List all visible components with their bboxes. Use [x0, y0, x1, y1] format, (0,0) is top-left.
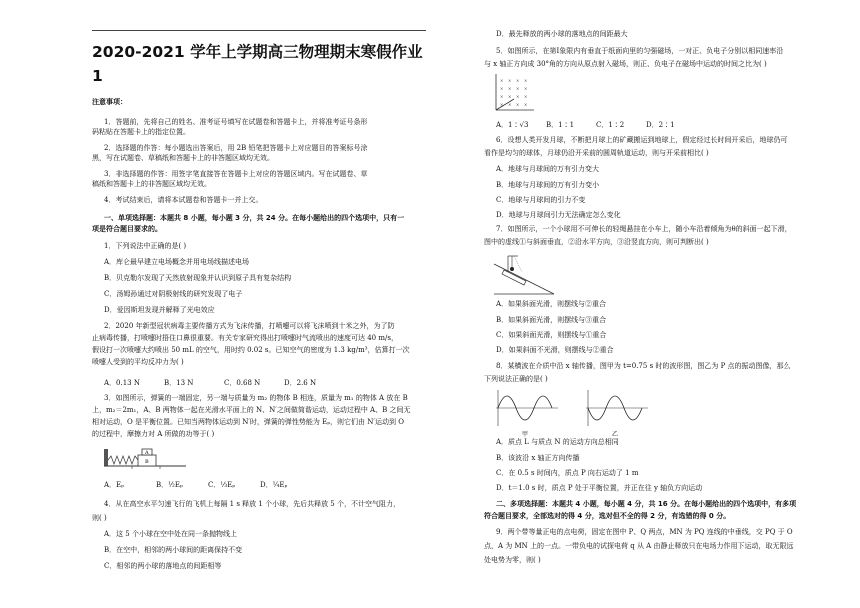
spring-block-figure	[104, 446, 186, 470]
svg-text:×: ×	[500, 102, 504, 107]
title-line-1: 2020-2021 学年上学期高三物理期末寒假作业	[92, 43, 423, 61]
q6-line1: 6．设想人类开发月球，不断把月球上的矿藏搬运到地球上，假定经过长时间开采后，地球仍可	[496, 136, 788, 144]
q3-option-c: C．⅓Eₚ	[208, 481, 236, 489]
svg-text:×: ×	[508, 86, 512, 91]
q3-options	[104, 480, 312, 490]
svg-text:×: ×	[516, 94, 520, 99]
q8-option-c: C．在 0.5 s 时间内，质点 P 向右运动了 1 m	[496, 469, 639, 477]
note-3b: 稿纸和答题卡上的非答题区域均无效。	[92, 180, 211, 188]
q5-option-d: D．2∶1	[646, 121, 675, 129]
svg-text:×: ×	[524, 102, 528, 107]
q4-option-a: A．这 5 个小球在空中处在同一条抛物线上	[104, 530, 237, 538]
q9-line2: 点，A 为 MN 上的一点。一带负电的试探电荷 q 从 A 由静止释放只在电场力作用下运动，取无限远	[484, 542, 794, 550]
q5-options	[496, 120, 696, 130]
q3-line1: 3．如图所示，弹簧的一端固定，另一端与质量为 m₂ 的物体 B 相连，质量为 m₁ 的物体 A 放在 B	[104, 394, 408, 402]
note-1b: 码粘贴在答题卡上的指定位置。	[92, 128, 190, 136]
note-2b: 黑，写在试题卷、草稿纸和答题卡上的非答题区域均无效。	[92, 154, 274, 162]
section1-line1: 一、单项选择题：本题共 8 小题，每小题 3 分，共 24 分。在每小题给出的四个选项中，只有一	[104, 214, 405, 222]
q8-option-b: B．该波沿 x 轴正方向传播	[496, 454, 580, 462]
note-3a: 3．非选择题的作答：用签字笔直接答在答题卡上对应的答题区域内。写在试题卷、草	[104, 170, 368, 178]
wave-graph-jia	[492, 388, 560, 428]
q2-line1: 2．2020 年新型冠状病毒主要传播方式为飞沫传播，打喷嚏可以将飞沫喷到十米之外，为了防	[104, 322, 395, 330]
q4-option-d: D．最先释放的两小球的落地点的间距最大	[496, 30, 628, 38]
q7-line2: 图中的虚线①与斜面垂直，②沿水平方向，③沿竖直方向，则可判断出( )	[484, 238, 709, 246]
q7-option-d: D．如果斜面不光滑，则摆线与②重合	[496, 346, 614, 354]
title-line-2: 1	[92, 67, 103, 85]
q2-line4: 喷嚏人受到的平均反冲力为( )	[92, 358, 184, 366]
q2-option-d: D．2.6 N	[284, 379, 317, 387]
q2-line2: 止病毒传播，打喷嚏时捂住口鼻很重要。有关专家研究得出打喷嚏时气流喷出的速度可达 40 m/s，	[92, 334, 398, 342]
q1-stem: 1．下列说法中正确的是( )	[104, 242, 187, 250]
svg-text:×: ×	[500, 94, 504, 99]
q8-line2: 下列说法正确的是( )	[484, 375, 548, 383]
svg-text:×: ×	[500, 78, 504, 83]
svg-text:×: ×	[516, 78, 520, 83]
magnetic-field-figure	[490, 72, 536, 114]
fig-yi-caption: 乙	[612, 431, 619, 438]
q4-line2: 则( )	[92, 514, 107, 522]
q5-option-a: A．1∶√3	[496, 121, 529, 129]
q5-line2: 与 x 轴正方向成 30°角的方向从原点射入磁场，则正、负电子在磁场中运动的时间之比为( )	[484, 60, 767, 68]
q2-options	[104, 378, 344, 388]
q8-option-d: D．t＝1.0 s 时，质点 P 处于平衡位置，并正在往 y 轴负方向运动	[496, 484, 703, 492]
q5-option-b: B．1∶1	[546, 121, 575, 129]
fig-jia-caption: 甲	[522, 431, 529, 438]
svg-text:×: ×	[524, 78, 528, 83]
q3-option-b: B．½Eₚ	[156, 481, 183, 489]
svg-text:×: ×	[508, 78, 512, 83]
q4-option-b: B．在空中，相邻的两小球间的距离保持不变	[104, 546, 243, 554]
page-title	[92, 40, 426, 88]
q3-line3: 相对运动，O 是平衡位置。已知当两物体运动到 N′时，弹簧的弹性势能为 Eₚ，则它们由 N′运动到 O	[92, 418, 404, 426]
q5-line1: 5．如图所示，在第Ⅰ象限内有垂直于纸面向里的匀强磁场，一对正、负电子分别以相同速率沿	[496, 47, 784, 55]
q1-option-d: D．爱因斯坦发现并解释了光电效应	[104, 306, 215, 314]
note-2a: 2．选择题的作答：每小题选出答案后，用 2B 铅笔把答题卡上对应题目的答案标号涂	[104, 144, 368, 152]
section2-line2: 符合题目要求，全部选对的得 4 分，选对但不全的得 2 分，有选错的得 0 分。	[484, 512, 731, 520]
q6-option-c: C．地球与月球间的引力不变	[496, 196, 586, 204]
svg-text:×: ×	[508, 102, 512, 107]
q6-line2: 看作是均匀的球体，月球仍沿开采前的圆周轨道运动，则与开采前相比( )	[484, 149, 709, 157]
svg-text:×: ×	[516, 86, 520, 91]
q7-option-c: C．如果斜面光滑，则摆线与①重合	[496, 331, 607, 339]
q6-option-a: A．地球与月球间的万有引力变大	[496, 165, 600, 173]
q3-option-d: D．¼Eₚ	[260, 481, 288, 489]
q6-option-d: D．地球与月球间引力无法确定怎么变化	[496, 211, 621, 219]
section1-line2: 项是符合题目要求的。	[92, 225, 162, 233]
notes-heading: 注意事项：	[92, 98, 127, 106]
q2-line3: 假设打一次喷嚏大约喷出 50 mL 的空气，用时约 0.02 s。已知空气的密度为 1.3 kg/m³，估算打一次	[92, 346, 410, 354]
note-1a: 1．答题前，先将自己的姓名、准考证号填写在试题卷和答题卡上，并将准考证号条形	[104, 118, 368, 126]
q7-line1: 7．如图所示，一个小球用不可伸长的轻绳悬挂在小车上，随小车沿着倾角为θ的斜面一起下滑，	[496, 225, 792, 233]
svg-text:×: ×	[524, 94, 528, 99]
q3-option-a: A．Eₚ	[104, 481, 124, 489]
q3-line4: 的过程中，摩擦力对 A 所做的功等于( )	[92, 430, 215, 438]
incline-cart-figure	[492, 252, 556, 296]
q1-option-c: C．汤姆孙通过对阴极射线的研究发现了电子	[104, 290, 243, 298]
svg-text:×: ×	[524, 86, 528, 91]
q9-line3: 处电势为零，则( )	[484, 556, 541, 564]
vibration-graph-yi	[582, 388, 650, 428]
svg-text:×: ×	[500, 86, 504, 91]
q4-line1: 4．从在高空水平匀速飞行的飞机上每隔 1 s 释放 1 个小球，先后共释放 5 个，不计空气阻力，	[104, 500, 400, 508]
q8-line1: 8．某横波在介质中沿 x 轴传播，图甲为 t=0.75 s 时的波形图，图乙为 P 点的振动图像，那么	[496, 362, 791, 370]
q6-option-b: B．地球与月球间的万有引力变小	[496, 181, 600, 189]
svg-text:B: B	[145, 459, 149, 465]
q9-line1: 9．两个带等量正电的点电荷，固定在图中 P、Q 两点，MN 为 PQ 连线的中垂线，交 PQ 于 O	[496, 528, 793, 536]
q1-option-b: B．贝克勒尔发现了天然放射现象并认识到原子具有复杂结构	[104, 274, 292, 282]
q7-option-a: A．如果斜面光滑，则摆线与②重合	[496, 300, 607, 308]
note-4: 4．考试结束后，请将本试题卷和答题卡一并上交。	[104, 196, 263, 204]
q1-option-a: A．库仑最早建立电场概念并用电场线描述电场	[104, 258, 250, 266]
q2-option-b: B．13 N	[164, 379, 194, 387]
title-rule	[92, 30, 426, 31]
section2-line1: 二、多项选择题：本题共 4 小题，每小题 4 分，共 16 分。在每小题给出的四个选项中，有多项	[496, 500, 797, 508]
svg-text:A: A	[145, 450, 149, 456]
q7-option-b: B．如果斜面光滑，则摆线与③重合	[496, 316, 607, 324]
q2-option-c: C．0.68 N	[224, 379, 261, 387]
q8-option-a: A．质点 L 与质点 N 的运动方向总相同	[496, 438, 619, 446]
q4-option-c: C．相邻的两小球的落地点的间距相等	[104, 562, 222, 570]
q3-line2: 上，m₂＝2m₁，A、B 两物体一起在光滑水平面上的 N、N′之间做简谐运动，运动过程中 A、B 之间无	[92, 406, 411, 414]
svg-text:×: ×	[516, 102, 520, 107]
svg-text:×: ×	[508, 94, 512, 99]
q2-option-a: A．0.13 N	[104, 379, 140, 387]
q5-option-c: C．1∶2	[596, 121, 625, 129]
